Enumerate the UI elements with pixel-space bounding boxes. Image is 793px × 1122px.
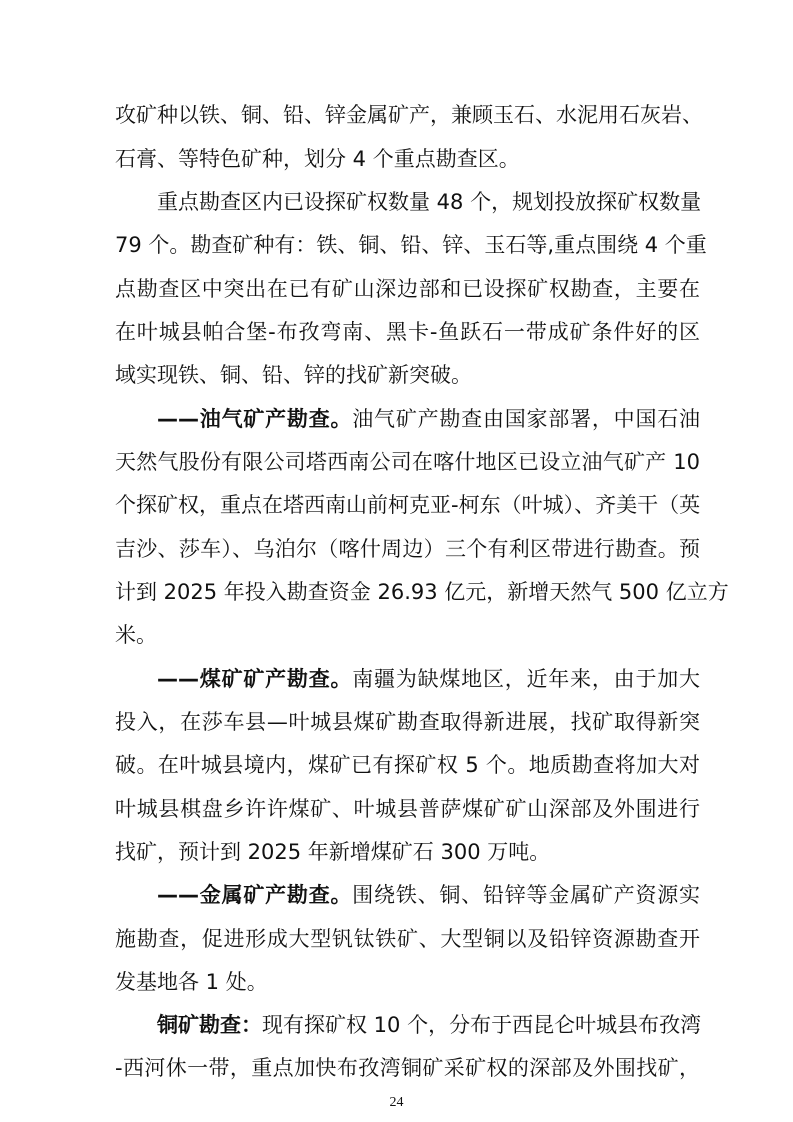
text-line: 天然气股份有限公司塔西南公司在喀什地区已设立油气矿产 10 [115,450,700,474]
text-line: 破。在叶城县境内，煤矿已有探矿权 5 个。地质勘查将加大对 [115,753,700,777]
section-heading-copper: 铜矿勘查： [157,1013,262,1037]
text-line: 域实现铁、铜、铅、锌的找矿新突破。 [115,363,472,387]
text-line: 计到 2025 年投入勘查资金 26.93 亿元，新增天然气 500 亿立方 [115,580,729,604]
text-line: 施勘查，促进形成大型钒钛铁矿、大型铜以及铅锌资源勘查开 [115,927,700,951]
text-run: 现有探矿权 10 个，分布于西昆仑叶城县布孜湾 [262,1013,702,1037]
text-line: 攻矿种以铁、铜、铅、锌金属矿产，兼顾玉石、水泥用石灰岩、 [115,103,703,127]
text-line: 点勘查区中突出在已有矿山深边部和已设探矿权勘查，主要在 [115,277,700,301]
text-line: 发基地各 1 处。 [115,970,268,994]
text-run: 油气矿产勘查由国家部署，中国石油 [352,407,701,431]
section-line-metal [157,880,700,910]
text-run: 南疆为缺煤地区，近年来，由于加大 [352,667,701,691]
text-line: 找矿，预计到 2025 年新增煤矿石 300 万吨。 [115,840,551,864]
text-run: 围绕铁、铜、铅锌等金属矿产资源实 [352,883,701,907]
section-heading-oil-gas: ——油气矿产勘查。 [157,407,353,431]
text-line: -西河休一带，重点加快布孜湾铜矿采矿权的深部及外围找矿， [115,1056,700,1080]
section-line-copper [157,1010,700,1040]
section-heading-coal: ——煤矿矿产勘查。 [157,667,353,691]
text-line: 重点勘查区内已设探矿权数量 48 个，规划投放探矿权数量 [157,190,702,214]
text-line: 叶城县棋盘乡许许煤矿、叶城县普萨煤矿矿山深部及外围进行 [115,797,700,821]
text-line: 个探矿权，重点在塔西南山前柯克亚-柯东（叶城）、齐美干（英 [115,493,701,517]
text-line: 米。 [115,623,157,647]
section-heading-metal: ——金属矿产勘查。 [157,883,353,907]
section-line-oil-gas [157,404,700,434]
text-line: 石膏、等特色矿种，划分 4 个重点勘查区。 [115,147,520,171]
page-number: 24 [389,1095,404,1110]
text-line: 投入，在莎车县—叶城县煤矿勘查取得新进展，找矿取得新突 [115,710,700,734]
text-line: 79 个。勘查矿种有：铁、铜、铅、锌、玉石等,重点围绕 4 个重 [115,233,707,257]
text-line: 在叶城县帕合堡-布孜弯南、黑卡-鱼跃石一带成矿条件好的区 [115,320,700,344]
text-line: 吉沙、莎车）、乌泊尔（喀什周边）三个有利区带进行勘查。预 [115,537,700,561]
section-line-coal [157,664,700,694]
